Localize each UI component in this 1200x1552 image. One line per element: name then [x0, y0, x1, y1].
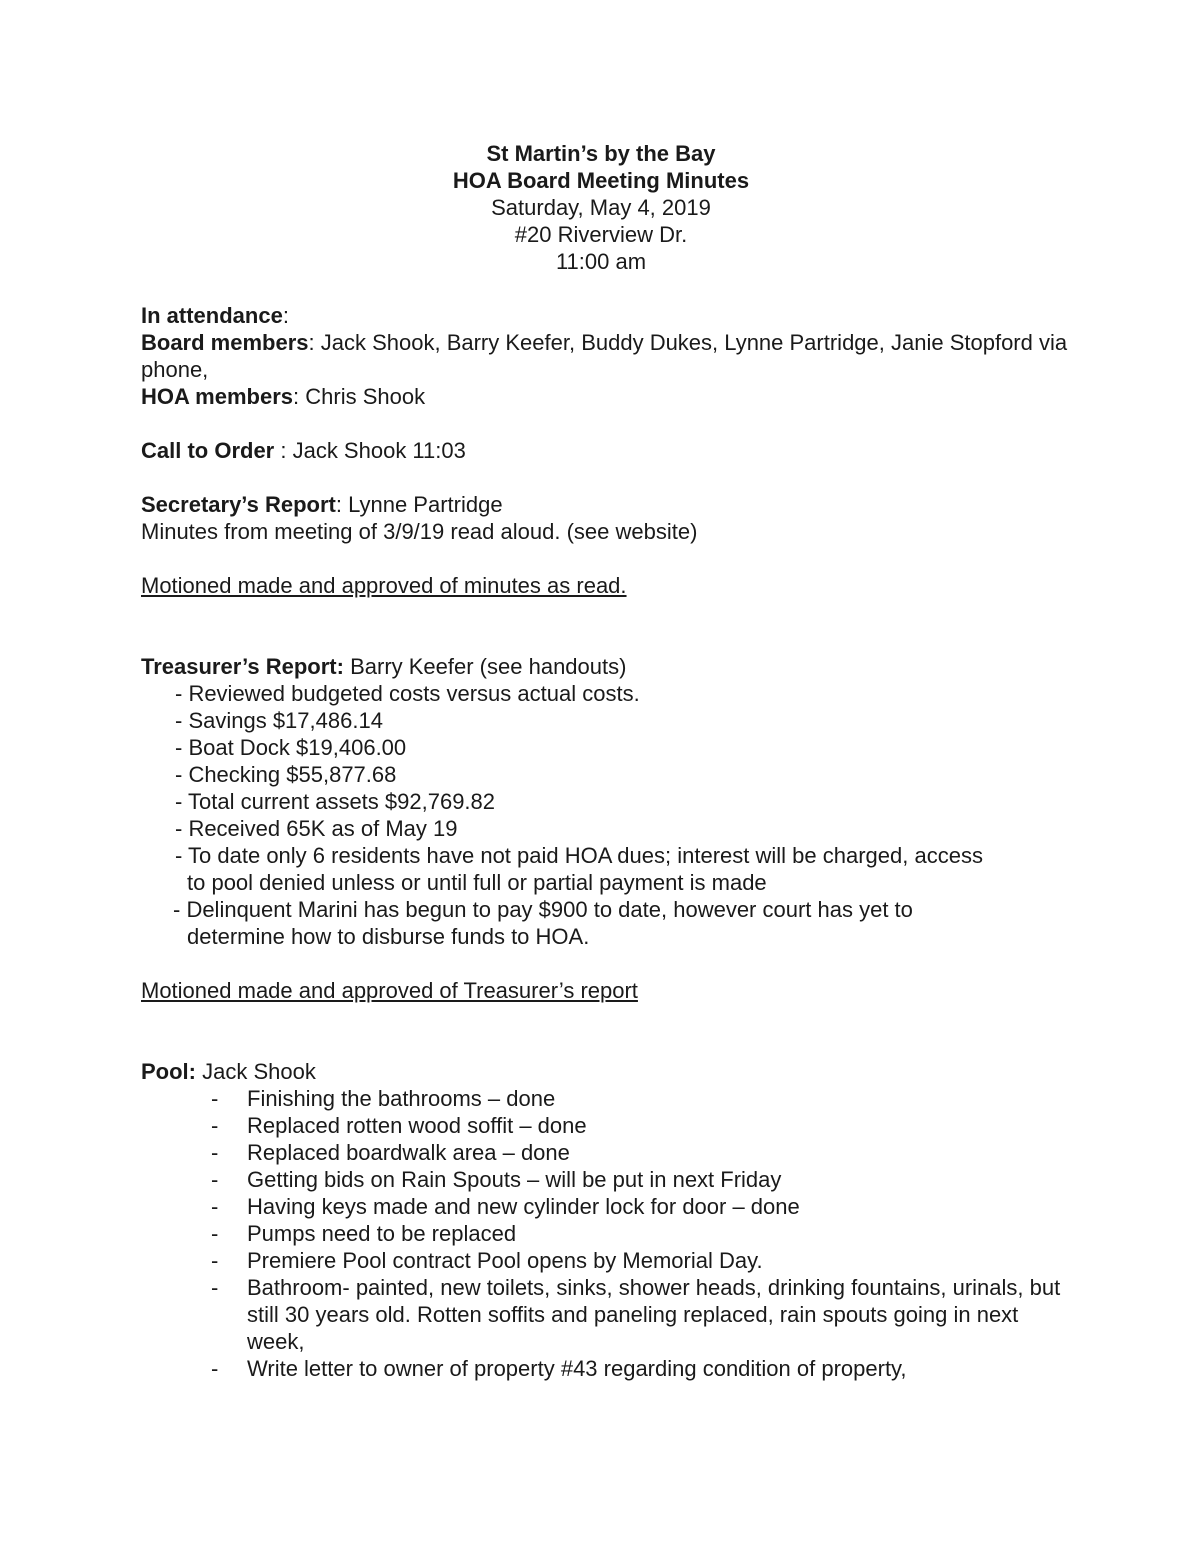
secretary-label: Secretary’s Report [141, 492, 336, 517]
pool-heading [141, 1058, 1071, 1085]
hoa-members-list: : Chris Shook [293, 384, 426, 409]
secretary-section [141, 491, 1071, 599]
list-item [141, 1247, 1071, 1274]
list-item-text: Finishing the bathrooms – done [247, 1086, 556, 1111]
list-item-continuation: determine how to disburse funds to HOA. [187, 924, 590, 949]
list-item: - Reviewed budgeted costs versus actual costs. [175, 681, 640, 706]
list-item [141, 1274, 1071, 1355]
meeting-date: Saturday, May 4, 2019 [491, 195, 711, 220]
secretary-heading [141, 491, 1071, 518]
meeting-time: 11:00 am [555, 249, 647, 274]
secretary-motion: Motioned made and approved of minutes as read. [141, 573, 627, 598]
list-item [141, 1220, 1071, 1247]
list-item: - Boat Dock $19,406.00 [175, 735, 407, 760]
list-item-text: Having keys made and new cylinder lock for door – done [247, 1194, 800, 1219]
dash-bullet: - [211, 1194, 219, 1219]
list-item [141, 1112, 1071, 1139]
dash-bullet: - [211, 1113, 219, 1138]
treasurer-label: Treasurer’s Report: [141, 654, 344, 679]
dash-bullet: - [211, 1248, 219, 1273]
list-item-text: Premiere Pool contract Pool opens by Memorial Day. [247, 1248, 763, 1273]
list-item-continuation: to pool denied unless or until full or partial payment is made [187, 870, 767, 895]
list-item [141, 1139, 1071, 1166]
list-item [141, 1166, 1071, 1193]
attendance-section [141, 302, 1071, 410]
board-members-label: Board members [141, 330, 309, 355]
list-item-text: Write letter to owner of property #43 regarding condition of property, [247, 1356, 907, 1381]
treasurer-heading [141, 653, 1071, 680]
call-to-order [141, 437, 1071, 464]
community-name: St Martin’s by the Bay [486, 141, 716, 166]
treasurer-section [141, 653, 1071, 1004]
hoa-members [141, 383, 1071, 410]
list-item-text: Replaced rotten wood soffit – done [247, 1113, 587, 1138]
list-item-text: Replaced boardwalk area – done [247, 1140, 570, 1165]
treasurer-motion: Motioned made and approved of Treasurer’s report [141, 978, 638, 1003]
list-item: - Received 65K as of May 19 [175, 816, 458, 841]
secretary-detail: Minutes from meeting of 3/9/19 read aloud. (see website) [141, 519, 698, 544]
attendance-label: In attendance [141, 303, 283, 328]
list-item [141, 1193, 1071, 1220]
list-item-line: - To date only 6 residents have not paid HOA dues; interest will be charged, access [175, 843, 983, 868]
list-item [141, 896, 1071, 950]
list-item [141, 1355, 1071, 1382]
call-to-order-label: Call to Order [141, 438, 275, 463]
dash-bullet: - [211, 1140, 219, 1165]
list-item: - Savings $17,486.14 [175, 708, 383, 733]
board-members [141, 329, 1071, 383]
dash-bullet: - [211, 1167, 219, 1192]
dash-bullet: - [211, 1086, 219, 1111]
dash-bullet: - [211, 1356, 219, 1381]
pool-section [141, 1058, 1071, 1382]
call-to-order-value: : Jack Shook 11:03 [274, 438, 466, 463]
list-item: - Total current assets $92,769.82 [175, 789, 496, 814]
document-title: HOA Board Meeting Minutes [452, 168, 750, 193]
list-item [141, 842, 1071, 896]
dash-bullet: - [211, 1221, 219, 1246]
hoa-members-label: HOA members [141, 384, 294, 409]
dash-bullet: - [211, 1275, 219, 1300]
treasurer-name: Barry Keefer (see handouts) [343, 654, 627, 679]
minutes-page [141, 140, 1071, 1382]
list-item-text: Getting bids on Rain Spouts – will be put in next Friday [247, 1167, 782, 1192]
attendance-heading: In attendance: [141, 303, 289, 328]
treasurer-items [141, 680, 1071, 950]
secretary-name: : Lynne Partridge [335, 492, 503, 517]
list-item-text: Pumps need to be replaced [247, 1221, 517, 1246]
pool-name: Jack Shook [196, 1059, 316, 1084]
pool-label: Pool: [141, 1059, 196, 1084]
list-item [141, 1085, 1071, 1112]
list-item-text: Bathroom- painted, new toilets, sinks, shower heads, drinking fountains, urinals, but still 30 years old. Rotten soffits and paneling replaced, rain spouts going in next week, [247, 1275, 1061, 1354]
pool-items [141, 1085, 1071, 1382]
list-item: - Checking $55,877.68 [175, 762, 397, 787]
meeting-location: #20 Riverview Dr. [514, 222, 688, 247]
list-item-line: - Delinquent Marini has begun to pay $900 to date, however court has yet to [173, 897, 913, 922]
board-members-list: : Jack Shook, Barry Keefer, Buddy Dukes, Lynne Partridge, Janie Stopford via phone, [141, 330, 1068, 382]
document-header [141, 140, 1061, 275]
